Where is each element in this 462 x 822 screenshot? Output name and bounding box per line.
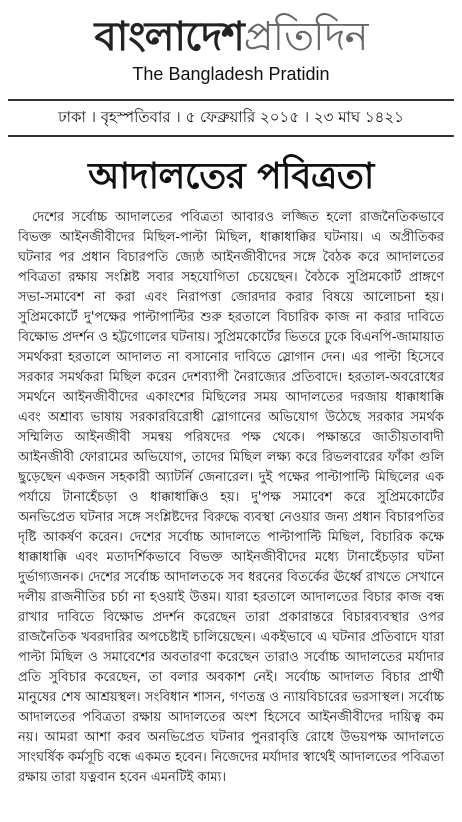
logo-part-1: বাংলাদেশ bbox=[94, 14, 244, 60]
dateline: ঢাকা । বৃহস্পতিবার । ৫ ফেব্রুয়ারি ২০১৫ । ২৩ মাঘ ১৪২১ bbox=[8, 99, 454, 137]
newspaper-logo bbox=[0, 14, 462, 60]
article-body: দেশের সর্বোচ্চ আদালতের পবিত্রতা আবারও লজ্জিত হলো রাজনৈতিকভাবে বিভক্ত আইনজীবীদের মিছিল-পাল্টা মিছিল, ধাক্কাধাক্কির ঘটনায়। এ অপ্রীতিকর ঘটনার পর প্রধান বিচারপতি জ্যেষ্ঠ আইনজীবীদের সঙ্গে বৈঠক করে আদালতের পবিত্রতা রক্ষায় সংশ্লিষ্ট সবার সহযোগিতা চেয়েছেন। বৈঠকে সুপ্রিমকোর্ট প্রাঙ্গণে সভা-সমাবেশ না করা এবং নিরাপত্তা জোরদার করার বিষয়ে আলোচনা হয়। সুপ্রিমকোর্টে দু'পক্ষের পাল্টাপাল্টির শুরু হরতালে বিচারিক কাজ না করার দাবিতে বিক্ষোভ প্রদর্শন ও হট্টগোলের ঘটনায়। সুপ্রিমকোর্টের ভিতরে ঢুকে বিএনপি-জামায়াত সমর্থকরা হরতালে আদালত না বসানোর দাবিতে স্লোগান দেন। এর পাল্টা হিসেবে সরকার সমর্থকরা মিছিল করেন দেশব্যাপী নৈরাজ্যের প্রতিবাদে। হরতাল-অবরোধের সমর্থনে আইনজীবীদের একাংশের মিছিলের সময় আদালতের দরজায় ধাক্কাধাক্কি এবং অশ্রাব্য ভাষায় সরকারবিরোধী স্লোগানের অভিযোগ উঠেছে সরকার সমর্থক সম্মিলিত আইনজীবী সমন্বয় পরিষদের পক্ষ থেকে। পক্ষান্তরে জাতীয়তাবাদী আইনজীবী ফোরামের অভিযোগ, তাদের মিছিল লক্ষ্য করে রিভলবারের ফাঁকা গুলি ছুড়েছেন একজন সহকারী অ্যাটর্নি জেনারেল। দুই পক্ষের পাল্টাপাল্টি মিছিলের এক পর্যায়ে টানাহেঁচড়া ও ধাক্কাধাক্কিও হয়। দু'পক্ষ সমাবেশ করে সুপ্রিমকোর্টের অনভিপ্রেত ঘটনার সঙ্গে সংশ্লিষ্টদের বিরুদ্ধে ব্যবস্থা নেওয়ার জন্য প্রধান বিচারপতির দৃষ্টি আকর্ষণ করেন। দেশের সর্বোচ্চ আদালতে পাল্টাপাল্টি মিছিল, বিচারিক কক্ষে ধাক্কাধাক্কি এবং মতাদর্শিকভাবে বিভক্ত আইনজীবীদের মধ্যে টানাহেঁচড়ার ঘটনা দুর্ভাগ্যজনক। দেশের সর্বোচ্চ আদালতকে সব ধরনের বিতর্কের ঊর্ধ্বে রাখতে সেখানে দলীয় রাজনীতির চর্চা না হওয়াই উত্তম। যারা হরতালে আদালতের বিচার কাজ বন্ধ রাখার দাবিতে বিক্ষোভ প্রদর্শন করেছেন তারা প্রকারান্তরে বিচারব্যবস্থার ওপর রাজনৈতিক খবরদারির অপচেষ্টাই চালিয়েছেন। একইভাবে এ ঘটনার প্রতিবাদে যারা পাল্টা মিছিল ও সমাবেশের অবতারণা করেছেন তারাও সর্বোচ্চ আদালতের মর্যাদার প্রতি সুবিচার করেছেন, তা বলার অবকাশ নেই। সর্বোচ্চ আদালত বিচার প্রার্থী মানুষের শেষ আশ্রয়স্থল। সংবিধান শাসন, গণতন্ত্র ও ন্যায়বিচারের ভরসাস্থল। সর্বোচ্চ আদালতের পবিত্রতা রক্ষায় আদালতের অংশ হিসেবে আইনজীবীদের দায়িত্ব কম নয়। আমরা আশা করব অনভিপ্রেত ঘটনার পুনরাবৃত্তি রোধে উভয়পক্ষ আদালতে সাংঘর্ষিক কর্মসূচি বন্ধে একমত হবেন। নিজেদের মর্যাদার স্বার্থেই আদালতের পবিত্রতা রক্ষায় তারা যত্নবান হবেন এমনটিই কাম্য। bbox=[18, 210, 444, 786]
english-name: The Bangladesh Pratidin bbox=[132, 64, 330, 84]
article-headline: আদালতের পবিত্রতা bbox=[88, 156, 374, 197]
masthead bbox=[0, 0, 462, 85]
logo-part-2: প্রতিদিন bbox=[243, 14, 368, 60]
